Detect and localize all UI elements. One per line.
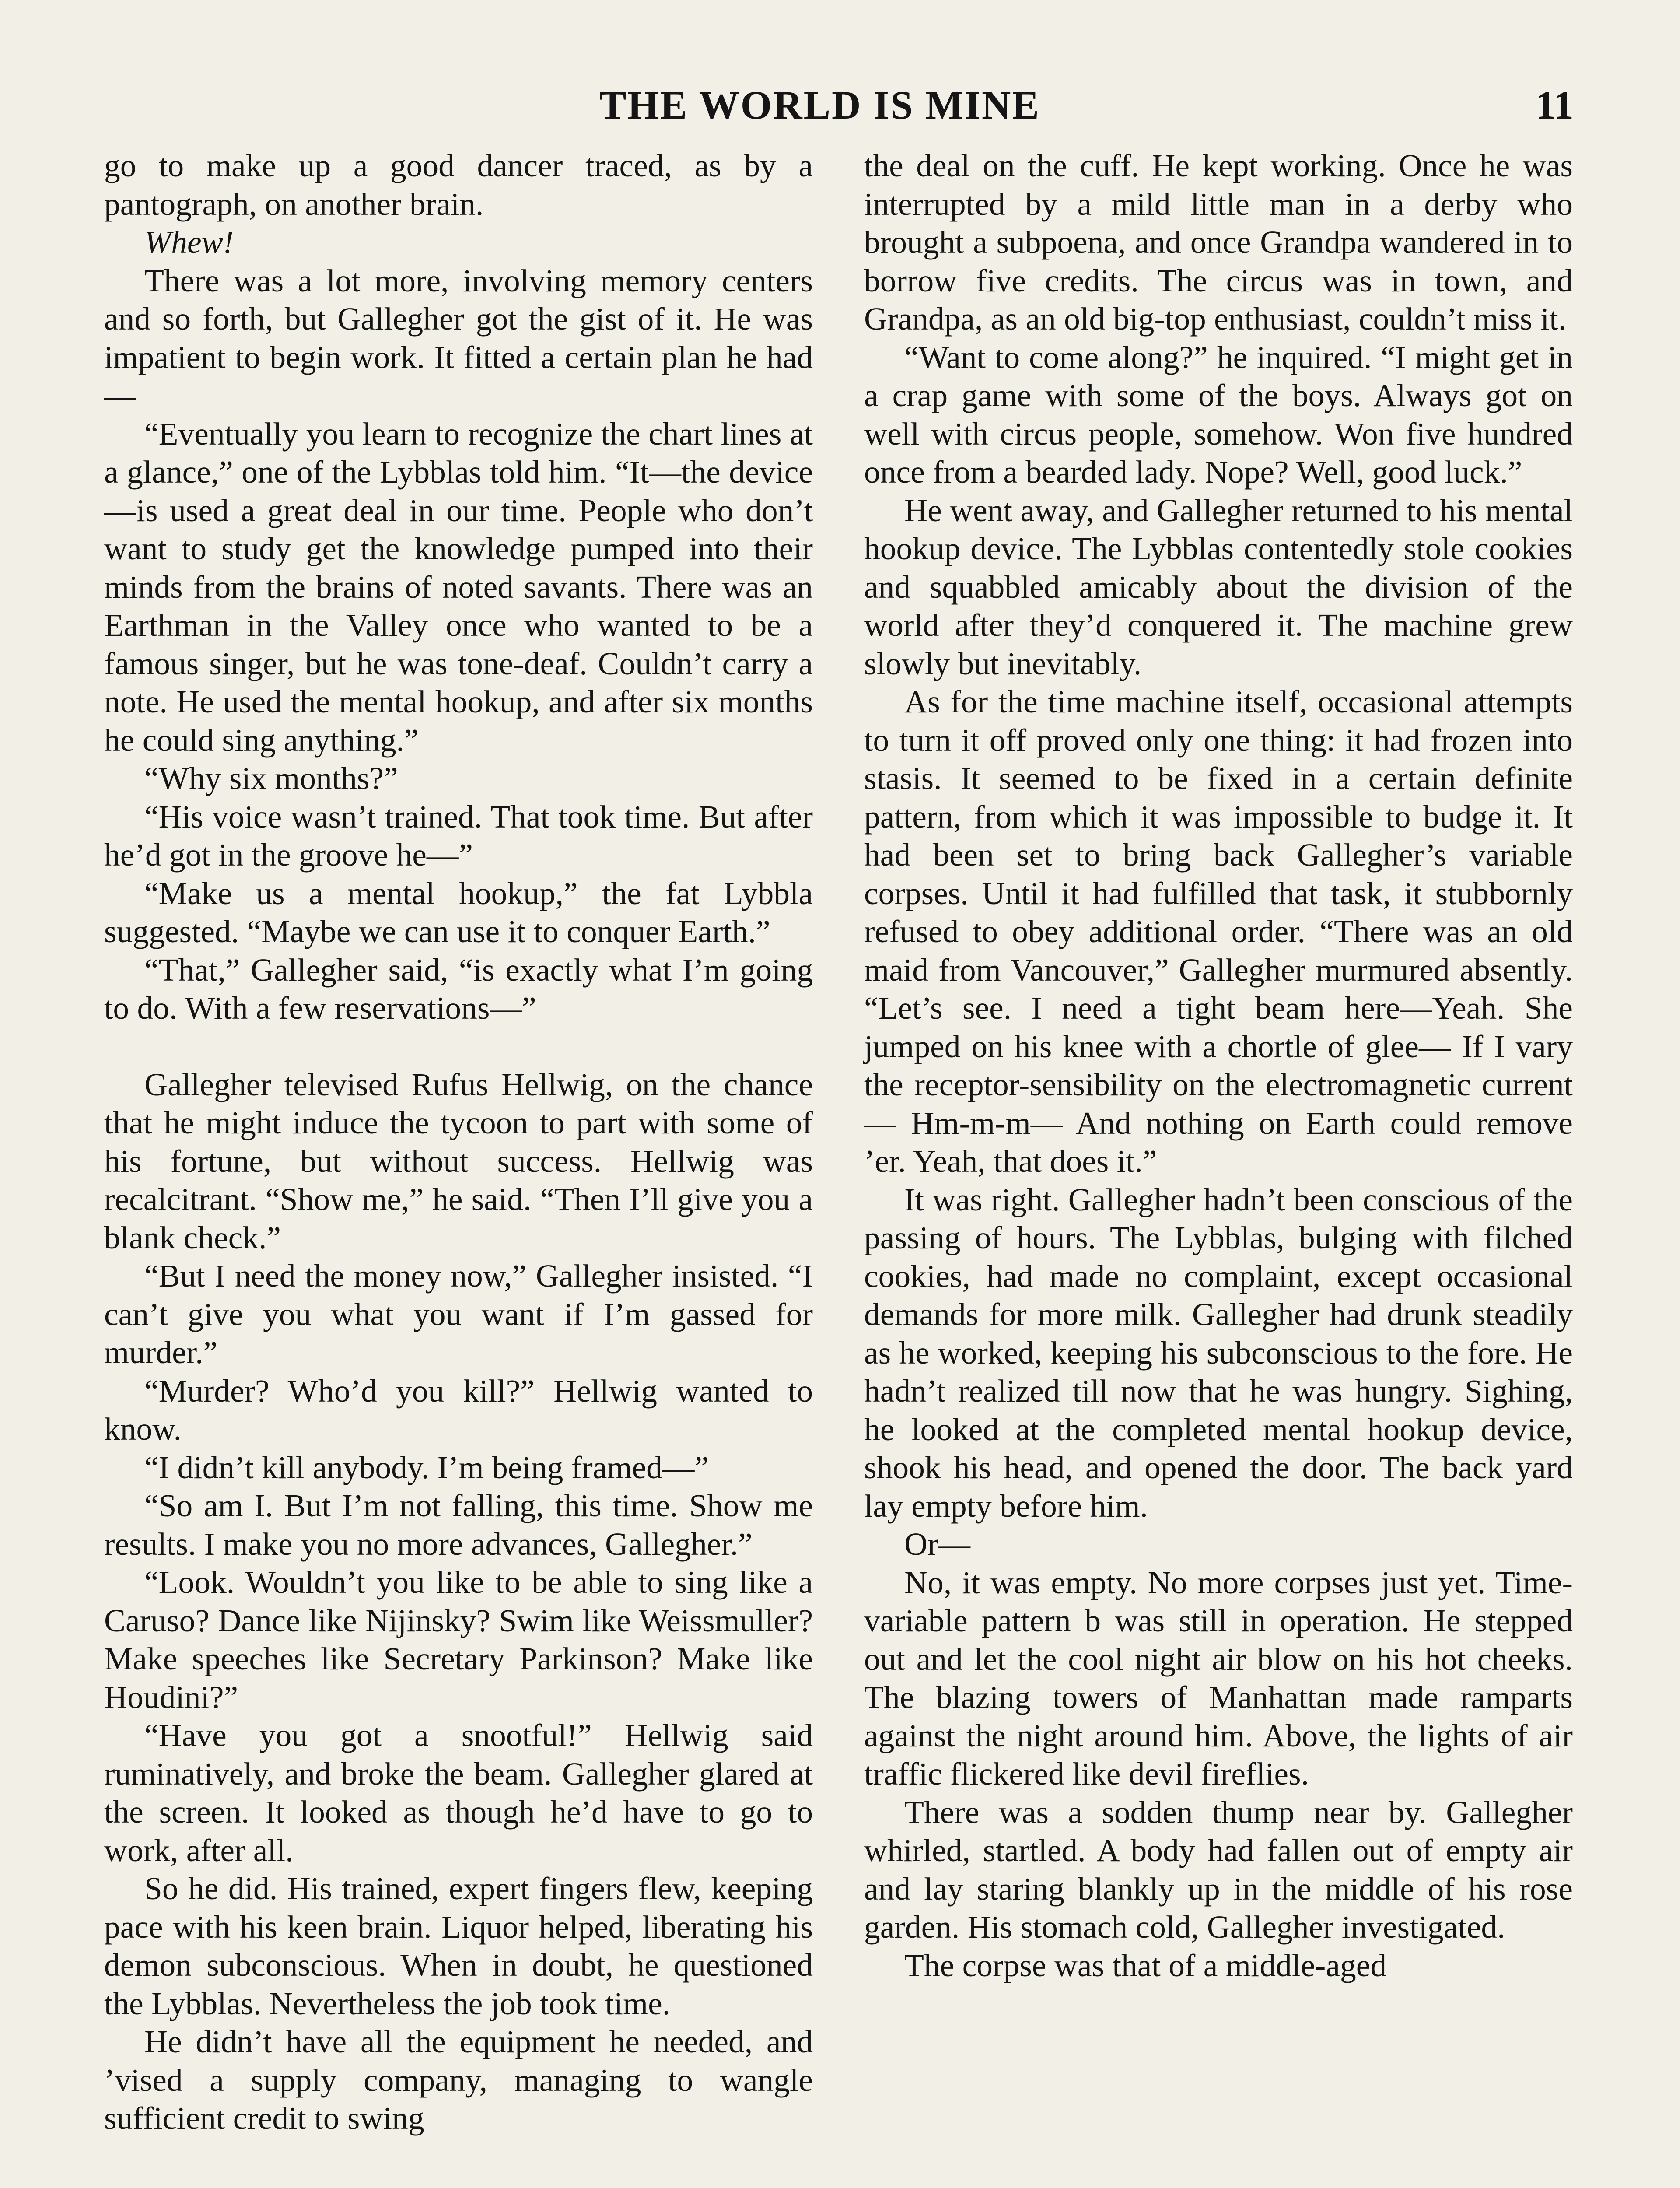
paragraph: Whew! <box>144 224 234 260</box>
paragraph: It was right. Gallegher hadn’t been conscious of the passing of hours. The Lybblas, bulging with filched cookies, had made no complaint, except occasional demands for more milk. Gallegher had drunk steadily as he worked, keeping his subconscious to the fore. He hadn’t realized till now that he was hungry. Sighing, he looked at the completed mental hookup device, shook his head, and opened the door. The back yard lay empty before him. <box>864 1182 1573 1524</box>
paragraph: “His voice wasn’t trained. That took time. But after he’d got in the groove he—” <box>104 799 813 873</box>
paragraph: Or— <box>904 1526 971 1562</box>
paragraph: There was a sodden thump near by. Gallegher whirled, startled. A body had fallen out of empty air and lay staring blankly up in the middle of his rose garden. His stomach cold, Gallegher investigated. <box>864 1794 1573 1945</box>
paragraph: So he did. His trained, expert fingers flew, keeping pace with his keen brain. Liquor helped, liberating his demon subconscious. When in doubt, he questioned the Lybblas. Nevertheless the job took time. <box>104 1871 813 2021</box>
paragraph: As for the time machine itself, occasional attempts to turn it off proved only one thing: it had frozen into stasis. It seemed to be fixed in a certain definite pattern, from which it was impossible to budge it. It had been set to bring back Gallegher’s variable corpses. Until it had fulfilled that task, it stubbornly refused to obey additional order. “There was an old maid from Vancouver,” Gallegher murmured absently. “Let’s see. I need a tight beam here—Yeah. She jumped on his knee with a chortle of glee— If I vary the receptor-sensibility on the electromagnetic current— Hm-m-m— And nothing on Earth could remove ’er. Yeah, that does it.” <box>864 684 1573 1179</box>
paragraph: “I didn’t kill anybody. I’m being framed—” <box>144 1449 709 1485</box>
right-column <box>864 147 1573 1985</box>
paragraph: “Murder? Who’d you kill?” Hellwig wanted to know. <box>104 1373 813 1447</box>
paragraph: “Eventually you learn to recognize the chart lines at a glance,” one of the Lybblas told him. “It—the device—is used a great deal in our time. People who don’t want to study get the knowledge pumped into their minds from the brains of noted savants. There was an Earthman in the Valley once who wanted to be a famous singer, but he was tone-deaf. Couldn’t carry a note. He used the mental hookup, and after six months he could sing anything.” <box>104 416 813 758</box>
paragraph: “That,” Gallegher said, “is exactly what I’m going to do. With a few reservations—” <box>104 952 813 1026</box>
paragraph: He didn’t have all the equipment he needed, and ’vised a supply company, managing to wangle sufficient credit to swing <box>104 2024 813 2136</box>
paragraph: He went away, and Gallegher returned to his mental hookup device. The Lybblas contentedly stole cookies and squabbled amicably about the division of the world after they’d conquered it. The machine grew slowly but inevitably. <box>864 492 1573 681</box>
page-header <box>0 81 1680 129</box>
paragraph: “Look. Wouldn’t you like to be able to sing like a Caruso? Dance like Nijinsky? Swim like Weissmuller? Make speeches like Secretary Parkinson? Make like Houdini?” <box>104 1564 813 1715</box>
paragraph: Gallegher televised Rufus Hellwig, on the chance that he might induce the tycoon to part with some of his fortune, but without success. Hellwig was recalcitrant. “Show me,” he said. “Then I’ll give you a blank check.” <box>104 1066 813 1255</box>
paragraph: “But I need the money now,” Gallegher insisted. “I can’t give you what you want if I’m gassed for murder.” <box>104 1258 813 1370</box>
paragraph: “So am I. But I’m not falling, this time. Show me results. I make you no more advances, Gallegher.” <box>104 1488 813 1562</box>
paragraph: “Want to come along?” he inquired. “I might get in a crap game with some of the boys. Always got on well with circus people, somehow. Won five hundred once from a bearded lady. Nope? Well, good luck.” <box>864 339 1573 490</box>
paragraph: go to make up a good dancer traced, as by a pantograph, on another brain. <box>104 148 813 222</box>
paragraph: “Why six months?” <box>144 761 398 796</box>
page-number: 11 <box>1536 83 1574 127</box>
left-column <box>104 147 813 2138</box>
paragraph: “Make us a mental hookup,” the fat Lybbla suggested. “Maybe we can use it to conquer Earth.” <box>104 875 813 949</box>
paragraph: the deal on the cuff. He kept working. Once he was interrupted by a mild little man in a derby who brought a subpoena, and once Grandpa wandered in to borrow five credits. The circus was in town, and Grandpa, as an old big-top enthusiast, couldn’t miss it. <box>864 148 1573 337</box>
running-title: THE WORLD IS MINE <box>599 83 1040 127</box>
paragraph: There was a lot more, involving memory centers and so forth, but Gallegher got the gist of it. He was impatient to begin work. It fitted a certain plan he had— <box>104 263 813 413</box>
paragraph: The corpse was that of a middle-aged <box>904 1947 1387 1983</box>
paragraph: “Have you got a snootful!” Hellwig said ruminatively, and broke the beam. Gallegher glared at the screen. It looked as though he’d have to go to work, after all. <box>104 1718 813 1868</box>
paragraph: No, it was empty. No more corpses just yet. Time-variable pattern b was still in operation. He stepped out and let the cool night air blow on his hot cheeks. The blazing towers of Manhattan made ramparts against the night around him. Above, the lights of air traffic flickered like devil fireflies. <box>864 1564 1573 1792</box>
